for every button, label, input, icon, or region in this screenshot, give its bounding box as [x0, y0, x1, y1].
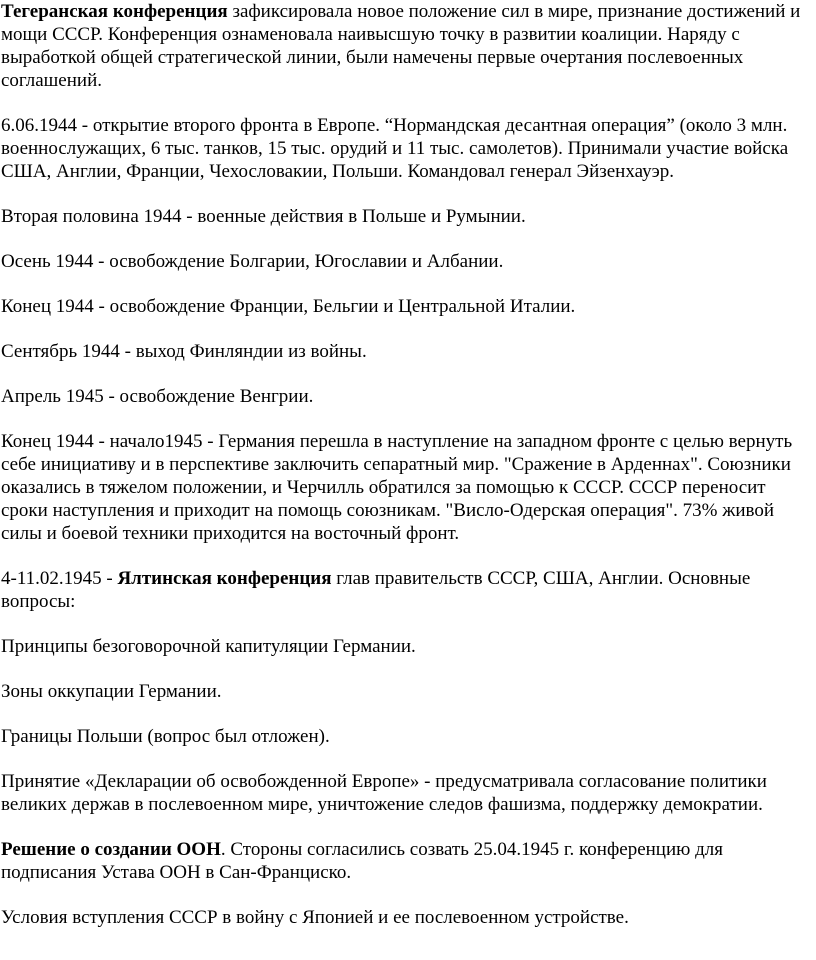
paragraph-un: [1, 838, 815, 884]
yalta-date: 4-11.02.1945 -: [1, 568, 118, 589]
paragraph-japan: Условия вступления СССР в войну с Японией и ее послевоенном устройстве.: [1, 907, 629, 928]
paragraph-end-1944: Конец 1944 - освобождение Франции, Бельгии и Центральной Италии.: [1, 296, 576, 317]
paragraph-poland-borders: Границы Польши (вопрос был отложен).: [1, 726, 330, 747]
paragraph-tehran-conference: [1, 0, 815, 92]
tehran-conference-heading: Тегеранская конференция: [1, 1, 228, 22]
paragraph-finland: Сентябрь 1944 - выход Финляндии из войны.: [1, 341, 367, 362]
paragraph-surrender: Принципы безоговорочной капитуляции Германии.: [1, 636, 416, 657]
paragraph-autumn-1944: Осень 1944 - освобождение Болгарии, Югославии и Албании.: [1, 251, 504, 272]
un-text: . Стороны согласились созвать 25.04.1945 г. конференцию для подписания Устава ООН в Сан-Франциско.: [1, 839, 723, 883]
paragraph-normandy: 6.06.1944 - открытие второго фронта в Европе. “Нормандская десантная операция” (около 3 млн. военнослужащих, 6 тыс. танков, 15 тыс. орудий и 11 тыс. самолетов). Принимали участие войска США, Англии, Франции, Чехословакии, Польши. Командовал генерал Эйзенхауэр.: [1, 115, 789, 182]
paragraph-occupation: Зоны оккупации Германии.: [1, 681, 222, 702]
paragraph-hungary: Апрель 1945 - освобождение Венгрии.: [1, 386, 314, 407]
yalta-conference-text: глав правительств СССР, США, Англии. Основные вопросы:: [1, 568, 751, 612]
paragraph-poland-romania: Вторая половина 1944 - военные действия в Польше и Румынии.: [1, 206, 526, 227]
tehran-conference-text: зафиксировала новое положение сил в мире, признание достижений и мощи СССР. Конференция ознаменовала наивысшую точку в развитии коалиции. Наряду с выработкой общей стратегической линии, были намечены первые очертания послевоенных соглашений.: [1, 1, 801, 91]
paragraph-yalta-conference: [1, 567, 815, 613]
un-heading: Решение о создании ООН: [1, 839, 221, 860]
paragraph-declaration: Принятие «Декларации об освобожденной Европе» - предусматривала согласование политики великих держав в послевоенном мире, уничтожение следов фашизма, поддержку демократии.: [1, 771, 767, 815]
paragraph-ardennes: Конец 1944 - начало1945 - Германия перешла в наступление на западном фронте с целью вернуть себе инициативу и в перспективе заключить сепаратный мир. "Сражение в Арденнах". Союзники оказались в тяжелом положении, и Черчилль обратился за помощью к СССР. СССР переносит сроки наступления и приходит на помощь союзникам. "Висло-Одерская операция". 73% живой силы и боевой техники приходится на восточный фронт.: [1, 431, 793, 544]
yalta-conference-heading: Ялтинская конференция: [117, 568, 332, 589]
